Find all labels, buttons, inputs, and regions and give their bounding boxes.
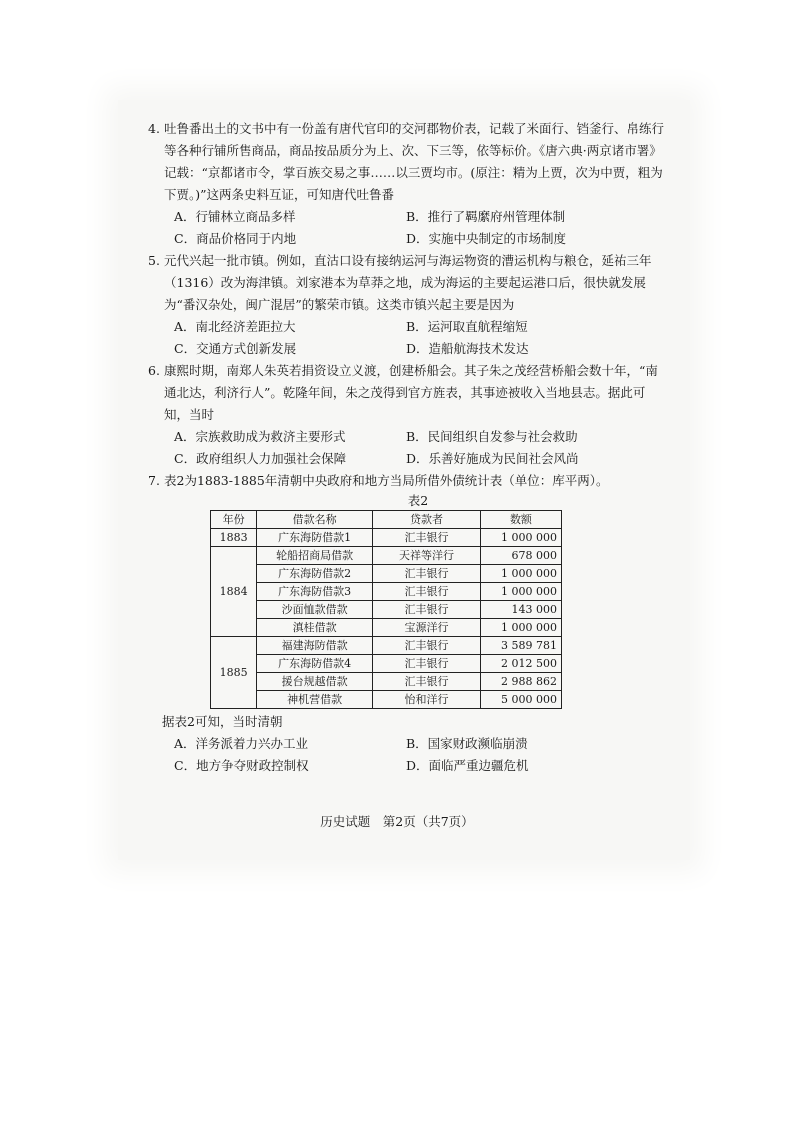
question-stem	[148, 470, 668, 492]
table-header-row	[211, 511, 562, 529]
amount-cell: 1 000 000	[480, 583, 561, 601]
option-d: D．造船航海技术发达	[406, 341, 529, 356]
option-c: C．政府组织人力加强社会保障	[174, 451, 347, 466]
lender-cell: 宝源洋行	[373, 619, 481, 637]
amount-cell: 143 000	[480, 601, 561, 619]
question-stem	[148, 360, 668, 426]
table-row	[211, 655, 562, 673]
lender-cell: 汇丰银行	[373, 655, 481, 673]
question-4	[148, 118, 668, 250]
question-5	[148, 250, 668, 360]
lender-cell: 汇丰银行	[373, 673, 481, 691]
table-row	[211, 691, 562, 709]
option-a: A．洋务派着力兴办工业	[174, 736, 309, 751]
lender-cell: 汇丰银行	[373, 529, 481, 547]
option-b: B．运河取直航程缩短	[406, 319, 528, 334]
header-amount: 数额	[480, 511, 561, 529]
loan-name-cell: 福建海防借款	[257, 637, 373, 655]
lender-cell: 汇丰银行	[373, 601, 481, 619]
year-cell: 1884	[211, 547, 257, 637]
question-text: 吐鲁番出土的文书中有一份盖有唐代官印的交河郡物价表，记载了米面行、铛釜行、帛练行等各种行铺所售商品，商品按品质分为上、次、下三等，依等标价。《唐六典·两京诸市署》记载：“京都诸市令，掌百族交易之事……以三贾均市。(原注：精为上贾，次为中贾，粗为下贾。)”这两条史料互证，可知唐代吐鲁番	[164, 121, 665, 202]
table-row	[211, 565, 562, 583]
year-cell: 1883	[211, 529, 257, 547]
lender-cell: 汇丰银行	[373, 637, 481, 655]
lender-cell: 怡和洋行	[373, 691, 481, 709]
answer-options	[148, 733, 668, 777]
amount-cell: 1 000 000	[480, 529, 561, 547]
option-d: D．实施中央制定的市场制度	[406, 231, 567, 246]
option-c: C．地方争夺财政控制权	[174, 758, 309, 773]
loan-name-cell: 滇桂借款	[257, 619, 373, 637]
answer-options	[148, 316, 668, 360]
loan-table	[210, 510, 562, 709]
table-row	[211, 529, 562, 547]
page-footer: 历史试题 第2页（共7页）	[320, 814, 474, 829]
question-6	[148, 360, 668, 470]
answer-options	[148, 206, 668, 250]
header-lender: 贷款者	[373, 511, 481, 529]
table-row	[211, 601, 562, 619]
table-row	[211, 583, 562, 601]
question-number: 5.	[148, 253, 160, 268]
question-stem	[148, 250, 668, 316]
amount-cell: 1 000 000	[480, 619, 561, 637]
option-c: C．交通方式创新发展	[174, 341, 297, 356]
question-number: 7.	[148, 473, 160, 488]
lender-cell: 汇丰银行	[373, 583, 481, 601]
amount-cell: 3 589 781	[480, 637, 561, 655]
year-cell: 1885	[211, 637, 257, 709]
option-c: C．商品价格同于内地	[174, 231, 297, 246]
lender-cell: 天祥等洋行	[373, 547, 481, 565]
question-text: 表2为1883-1885年清朝中央政府和地方当局所借外债统计表（单位：库平两）。	[164, 473, 609, 488]
loan-name-cell: 广东海防借款4	[257, 655, 373, 673]
question-followup: 据表2可知，当时清朝	[162, 714, 283, 729]
loan-name-cell: 援台规越借款	[257, 673, 373, 691]
table-row	[211, 547, 562, 565]
option-a: A．南北经济差距拉大	[174, 319, 296, 334]
option-b: B．国家财政濒临崩溃	[406, 736, 528, 751]
header-year: 年份	[211, 511, 257, 529]
loan-name-cell: 广东海防借款1	[257, 529, 373, 547]
amount-cell: 5 000 000	[480, 691, 561, 709]
question-7	[148, 470, 668, 777]
loan-name-cell: 神机营借款	[257, 691, 373, 709]
table-row	[211, 637, 562, 655]
loan-name-cell: 广东海防借款3	[257, 583, 373, 601]
exam-content	[148, 118, 668, 777]
option-b: B．推行了羁縻府州管理体制	[406, 209, 566, 224]
table-row	[211, 673, 562, 691]
question-number: 4.	[148, 121, 160, 136]
option-a: A．宗族救助成为救济主要形式	[174, 429, 346, 444]
lender-cell: 汇丰银行	[373, 565, 481, 583]
header-loan-name: 借款名称	[257, 511, 373, 529]
amount-cell: 2 988 862	[480, 673, 561, 691]
question-text: 康熙时期，南郑人朱英若捐资设立义渡，创建桥船会。其子朱之茂经营桥船会数十年，“南通北达，利济行人”。乾隆年间，朱之茂得到官方旌表，其事迹被收入当地县志。据此可知，当时	[164, 363, 658, 422]
loan-name-cell: 广东海防借款2	[257, 565, 373, 583]
question-number: 6.	[148, 363, 160, 378]
question-stem	[148, 118, 668, 206]
table-title: 表2	[407, 493, 429, 508]
option-d: D．乐善好施成为民间社会风尚	[406, 451, 579, 466]
loan-name-cell: 沙面恤款借款	[257, 601, 373, 619]
option-d: D．面临严重边疆危机	[406, 758, 529, 773]
amount-cell: 1 000 000	[480, 565, 561, 583]
question-text: 元代兴起一批市镇。例如，直沽口设有接纳运河与海运物资的漕运机构与粮仓，延祐三年（1316）改为海津镇。刘家港本为草莽之地，成为海运的主要起运港口后，很快就发展为“番汉杂处，闽广混居”的繁荣市镇。这类市镇兴起主要是因为	[164, 253, 652, 312]
table-row	[211, 619, 562, 637]
amount-cell: 2 012 500	[480, 655, 561, 673]
option-a: A．行铺林立商品多样	[174, 209, 296, 224]
answer-options	[148, 426, 668, 470]
amount-cell: 678 000	[480, 547, 561, 565]
option-b: B．民间组织自发参与社会救助	[406, 429, 578, 444]
loan-name-cell: 轮船招商局借款	[257, 547, 373, 565]
